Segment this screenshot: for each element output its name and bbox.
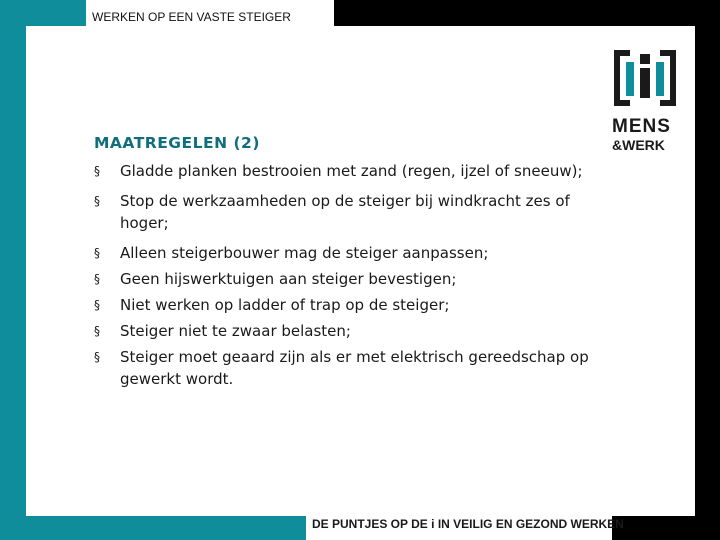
list-item: § Steiger moet geaard zijn als er met elektrisch gereedschap op gewerkt wordt. xyxy=(94,348,589,388)
logo-text-mens: MENS xyxy=(612,116,671,137)
bullet-icon: § xyxy=(94,298,100,312)
logo-text-werk: &WERK xyxy=(612,137,665,153)
bullet-icon: § xyxy=(94,164,100,178)
list-item: § Geen hijswerktuigen aan steiger bevestigen; xyxy=(94,270,457,288)
measures-list xyxy=(94,160,614,390)
bottom-teal-band xyxy=(26,516,306,540)
bullet-icon: § xyxy=(94,246,100,260)
bullet-icon: § xyxy=(94,324,100,338)
bullet-icon: § xyxy=(94,194,100,208)
top-teal-block xyxy=(26,0,86,26)
list-item: § Steiger niet te zwaar belasten; xyxy=(94,322,351,340)
left-teal-band xyxy=(0,0,26,540)
list-item: § Niet werken op ladder of trap op de steiger; xyxy=(94,296,450,314)
bullet-icon: § xyxy=(94,272,100,286)
bullet-icon: § xyxy=(94,350,100,364)
list-item: § Alleen steigerbouwer mag de steiger aanpassen; xyxy=(94,244,489,262)
header-title: WERKEN OP EEN VASTE STEIGER xyxy=(92,10,291,24)
right-black-band xyxy=(695,26,720,540)
bottom-black-band xyxy=(612,516,720,540)
mens-en-werk-logo-icon xyxy=(612,46,680,108)
section-title: MAATREGELEN (2) xyxy=(94,134,260,152)
top-black-band xyxy=(334,0,720,26)
list-item: § Gladde planken bestrooien met zand (regen, ijzel of sneeuw); xyxy=(94,162,583,180)
list-item: § Stop de werkzaamheden op de steiger bij windkracht zes of hoger; xyxy=(94,192,570,232)
footer-tagline: DE PUNTJES OP DE i IN VEILIG EN GEZOND WERKEN xyxy=(312,517,624,531)
